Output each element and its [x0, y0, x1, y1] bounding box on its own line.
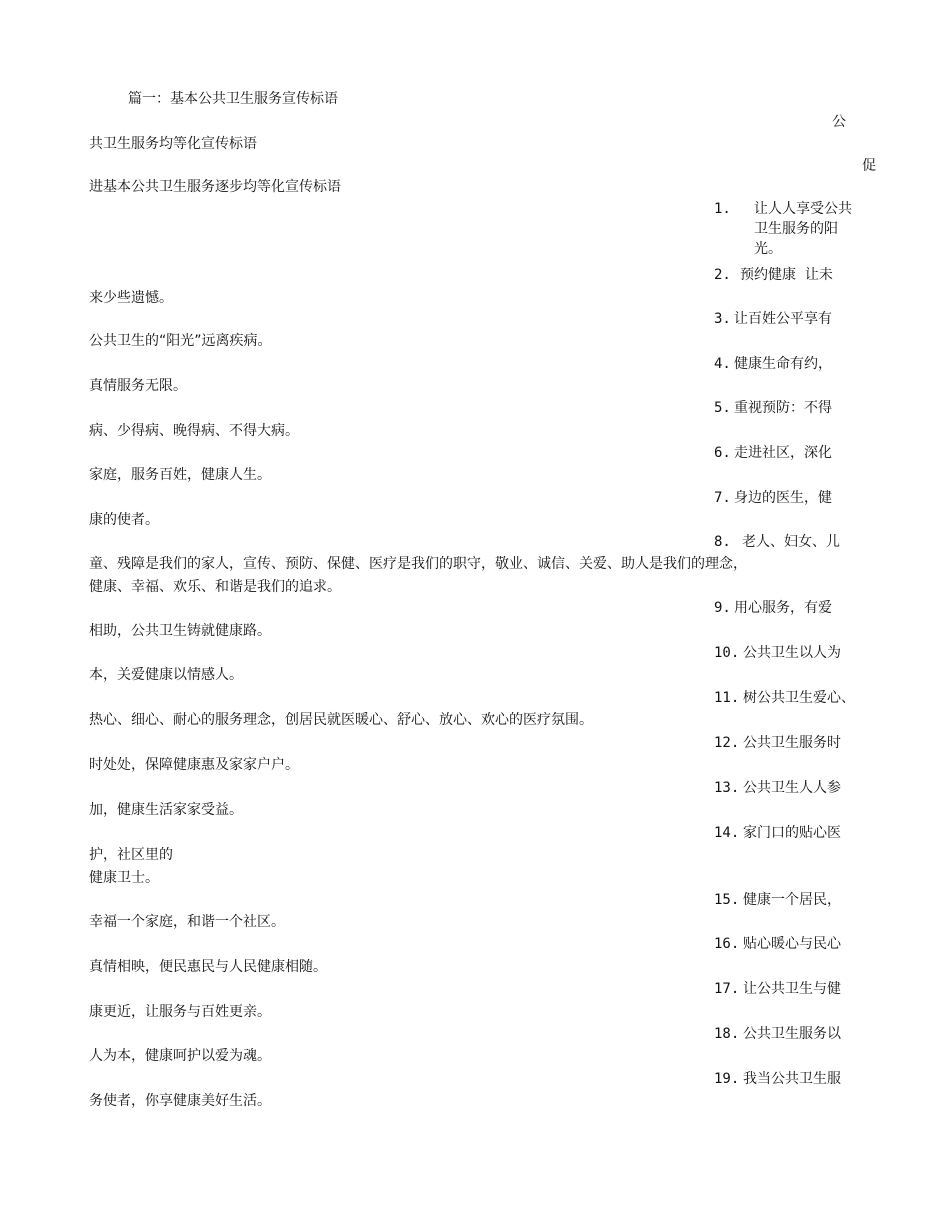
list-number: 1.	[714, 201, 731, 217]
list-item-text: 让公共卫生与健	[743, 981, 841, 997]
side-character: 公	[832, 114, 846, 130]
text-line: 人为本，健康呵护以爱为魂。	[89, 1048, 271, 1064]
list-item-text: 重视预防：不得	[734, 400, 832, 416]
text-line: 加，健康生活家家受益。	[89, 802, 243, 818]
list-item-text: 公共卫生人人参	[743, 780, 841, 796]
list-item-text: 公共卫生以人为	[743, 645, 841, 661]
list-number: 2.	[714, 267, 731, 283]
text-line: 务使者，你享健康美好生活。	[89, 1093, 271, 1109]
list-number: 5.	[714, 400, 731, 416]
document-title: 篇一：基本公共卫生服务宣传标语	[128, 91, 338, 107]
list-number: 17.	[714, 981, 740, 997]
list-number: 9.	[714, 600, 731, 616]
list-item-text: 老人、妇女、儿	[742, 534, 840, 550]
text-line: 进基本公共卫生服务逐步均等化宣传标语	[89, 179, 341, 195]
list-number: 14.	[714, 825, 740, 841]
text-line: 护，社区里的	[89, 847, 173, 863]
text-line: 健康、幸福、欢乐、和谐是我们的追求。	[89, 579, 341, 595]
list-item-text: 用心服务，有爱	[734, 600, 832, 616]
list-number: 11.	[714, 690, 740, 706]
list-item-text: 让百姓公平享有	[734, 311, 832, 327]
text-line: 相助，公共卫生铸就健康路。	[89, 623, 271, 639]
list-number: 10.	[714, 645, 740, 661]
list-item-text: 让人人享受公共卫生服务的阳光。	[754, 201, 852, 257]
list-item-text: 健康一个居民，	[743, 892, 841, 908]
list-item-text: 预约健康 让未	[740, 267, 833, 283]
list-item-text: 树公共卫生爱心、	[743, 690, 855, 706]
list-number: 13.	[714, 780, 740, 796]
list-number: 18.	[714, 1026, 740, 1042]
text-line: 病、少得病、晚得病、不得大病。	[89, 423, 299, 439]
list-item-text: 贴心暖心与民心	[743, 936, 841, 952]
list-item-text: 健康生命有约，	[734, 356, 832, 372]
list-item-text: 家门口的贴心医	[743, 825, 841, 841]
side-character: 促	[862, 158, 876, 174]
text-line: 家庭，服务百姓，健康人生。	[89, 467, 271, 483]
text-line: 康更近，让服务与百姓更亲。	[89, 1004, 271, 1020]
list-item-text: 身边的医生，健	[734, 490, 832, 506]
text-line: 真情服务无限。	[89, 378, 187, 394]
text-line: 健康卫士。	[89, 870, 159, 886]
text-line: 幸福一个家庭，和谐一个社区。	[89, 914, 285, 930]
list-number: 7.	[714, 490, 731, 506]
list-number: 15.	[714, 892, 740, 908]
list-number: 12.	[714, 735, 740, 751]
list-number: 4.	[714, 356, 731, 372]
list-item-text: 走进社区，深化	[734, 445, 832, 461]
list-number: 8.	[714, 534, 731, 550]
text-line: 真情相映，便民惠民与人民健康相随。	[89, 959, 327, 975]
list-number: 19.	[714, 1071, 740, 1087]
text-line: 本，关爱健康以情感人。	[89, 667, 243, 683]
list-number: 3.	[714, 311, 731, 327]
text-line: 热心、细心、耐心的服务理念，创居民就医暖心、舒心、放心、欢心的医疗氛围。	[89, 712, 593, 728]
list-item-text: 我当公共卫生服	[743, 1071, 841, 1087]
text-line: 来少些遗憾。	[89, 290, 173, 306]
text-line: 时处处，保障健康惠及家家户户。	[89, 757, 299, 773]
list-item-text: 公共卫生服务时	[743, 735, 841, 751]
text-line: 共卫生服务均等化宣传标语	[89, 136, 257, 152]
list-number: 6.	[714, 445, 731, 461]
text-line: 康的使者。	[89, 512, 159, 528]
text-line: 童、残障是我们的家人，宣传、预防、保健、医疗是我们的职守，敬业、诚信、关爱、助人是我们的理念，	[89, 556, 747, 572]
text-line: 公共卫生的“阳光”远离疾病。	[89, 333, 272, 349]
list-number: 16.	[714, 936, 740, 952]
list-item-text: 公共卫生服务以	[743, 1026, 841, 1042]
